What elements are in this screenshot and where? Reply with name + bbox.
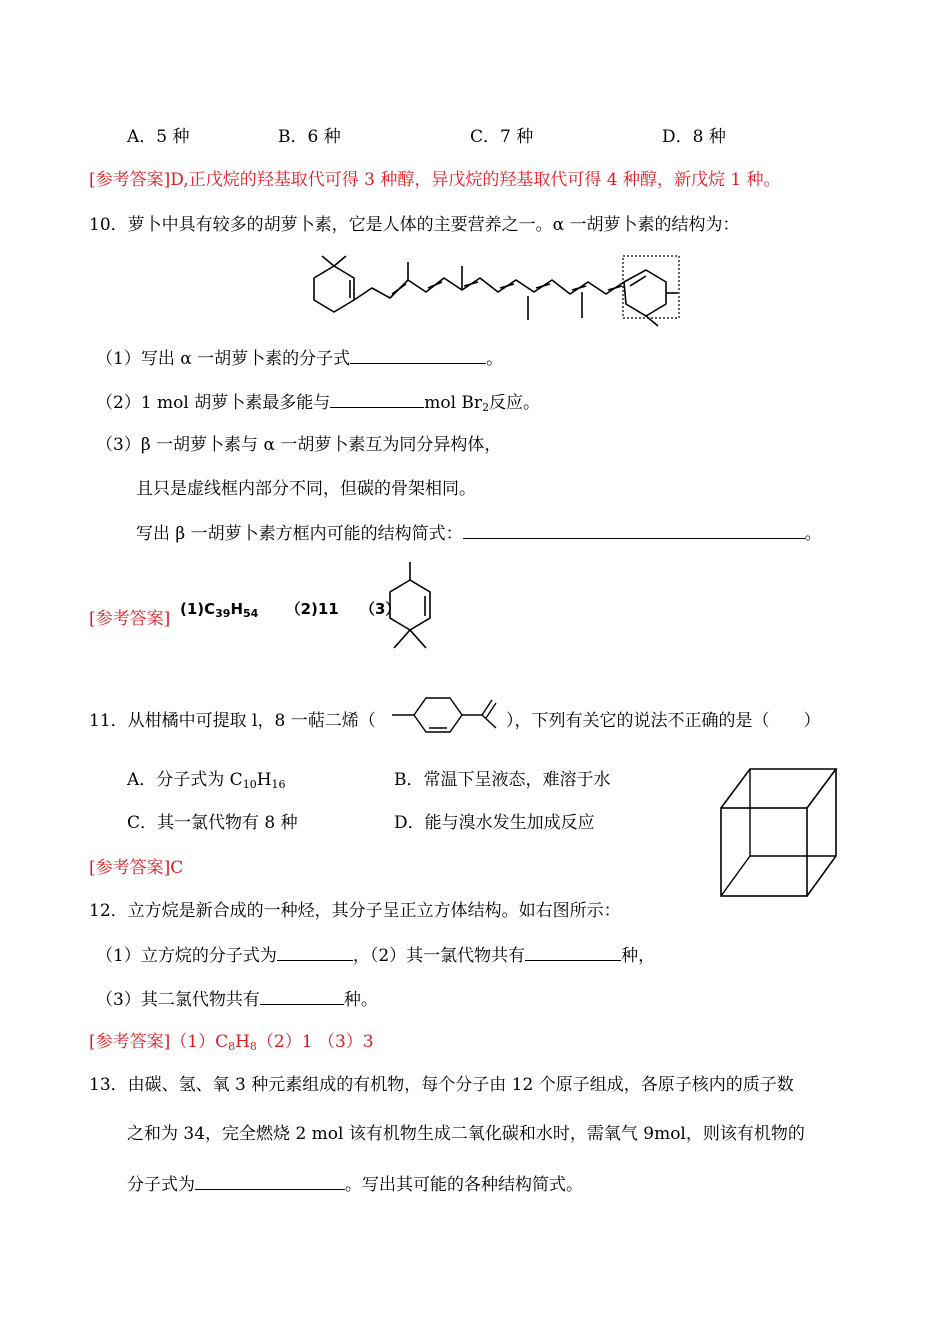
terpene-diene-structure: [392, 690, 512, 740]
q9-option-c: C．7 种: [470, 127, 534, 147]
q11-option-d: D．能与溴水发生加成反应: [394, 813, 595, 833]
q12-answer: [参考答案]$(1)C_8H_8(2)1$ （3）3: [89, 1032, 374, 1053]
q9-option-a: A．5 种: [127, 127, 190, 147]
q10-answer-label: [参考答案]: [89, 609, 171, 629]
q11-option-a: A．分子式为 $C_{10}H_{16}$: [127, 770, 286, 791]
q13-line2: 之和为 34，完全燃烧 2 mol 该有机物生成二氧化碳和水时，需氧气 9mol，则该有机物的: [127, 1124, 805, 1144]
cubane-cube-figure: [718, 766, 840, 900]
q11-option-c: C．其一氯代物有 8 种: [127, 813, 298, 833]
q12-parts-1-2: （1）立方烷的分子式为 ，（2）其一氯代物共有 种，: [96, 943, 655, 967]
q11-answer: [参考答案]C: [89, 858, 184, 878]
q10-part1: （1）写出 α 一胡萝卜素的分子式 。: [96, 346, 503, 370]
q10-stem: 10．萝卜中具有较多的胡萝卜素，它是人体的主要营养之一。α 一胡萝卜素的结构为：: [89, 215, 740, 235]
q11-option-b: B．常温下呈液态，难溶于水: [394, 770, 611, 790]
q11-stem-end: ），下列有关它的说法不正确的是（ ）: [506, 711, 821, 731]
q9-option-d: D．8 种: [662, 127, 726, 147]
q10-part2: （2）1 mol 胡萝卜素最多能与 mol $Br_2$反应。: [96, 390, 540, 414]
q10-answer-formula: $(1)C_{39}H_{54}$ （2)11 （3）: [180, 600, 401, 620]
q9-option-b: B．6 种: [278, 127, 341, 147]
q12-part-3: （3）其二氯代物共有 种。: [96, 987, 378, 1011]
q11-stem-start: 11．从柑橘中可提取 l，8 一萜二烯（: [89, 711, 376, 731]
q9-answer: [参考答案]D,正戊烷的羟基取代可得 3 种醇，异戊烷的羟基取代可得 4 种醇，新戊烷 1 种。: [89, 170, 781, 190]
q10-part3-line1: （3）β 一胡萝卜素与 α 一胡萝卜素互为同分异构体，: [96, 435, 502, 455]
q13-line1: 13．由碳、氢、氧 3 种元素组成的有机物，每个分子由 12 个原子组成，各原子核内的质子数: [89, 1075, 794, 1095]
q10-part3-line2: 且只是虚线框内部分不同，但碳的骨架相同。: [136, 479, 476, 499]
q10-part3-line3: 写出 β 一胡萝卜素方框内可能的结构简式： 。: [136, 521, 822, 545]
alpha-carotene-structure: [300, 248, 690, 328]
beta-ring-answer-structure: [378, 556, 448, 656]
q12-stem: 12．立方烷是新合成的一种烃，其分子呈正立方体结构。如右图所示：: [89, 901, 621, 921]
q13-line3: 分子式为 。写出其可能的各种结构简式。: [127, 1172, 583, 1196]
